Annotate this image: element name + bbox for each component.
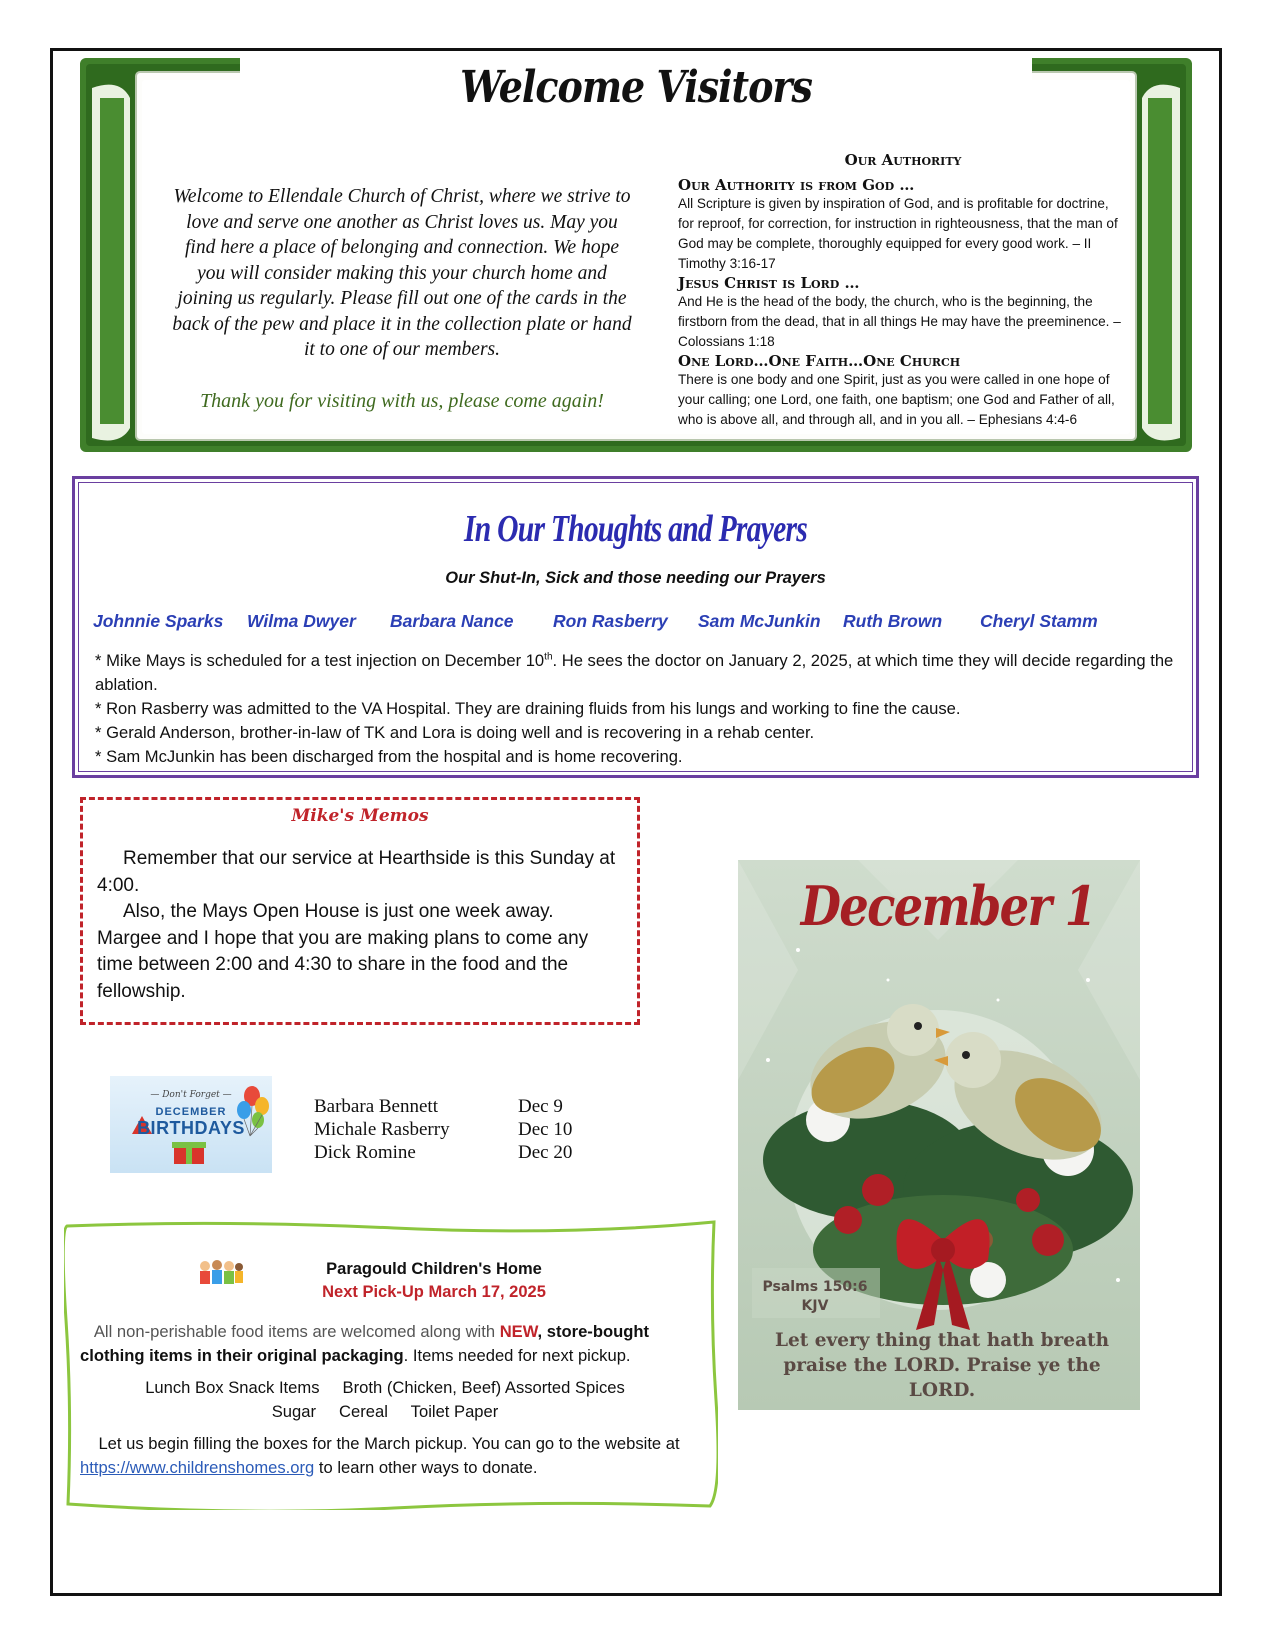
childrens-homes-link[interactable]: https://www.childrenshomes.org <box>80 1458 315 1477</box>
authority-section <box>678 150 1128 430</box>
childrens-home-text <box>80 1320 690 1480</box>
memos-text <box>97 846 621 1005</box>
welcome-banner <box>80 58 1192 476</box>
prayer-note: * Gerald Anderson, brother-in-law of TK and Lora is doing well and is recovering in a rehab center. <box>95 723 815 742</box>
welcome-title: Welcome Visitors <box>460 60 812 113</box>
prayer-name: Sam McJunkin <box>698 611 821 631</box>
prayer-name: Johnnie Sparks <box>93 611 224 631</box>
welcome-message: Welcome to Ellendale Church of Christ, where we strive to love and serve one another as Christ loves us. May you find here a place of belonging and connection. We hope you will consider making this your church home and joining us regularly. Please fill out one of the cards in the back of the pew and place it in the collection plate or hand it to one of our members. <box>172 186 632 360</box>
prayer-note: * Ron Rasberry was admitted to the VA Hospital. They are draining fluids from his lungs and working to fine the cause. <box>95 699 961 718</box>
unity-text: There is one body and one Spirit, just as you were called in one hope of your calling; one Lord, one faith, one baptism; one God and Father of all, who is above all, and through all, and in you all. – Ephesians 4:4-6 <box>678 372 1115 427</box>
unity-subheading: One Lord…One Faith…One Church <box>678 352 961 370</box>
birthday-name: Dick Romine <box>314 1142 416 1163</box>
prayer-name: Barbara Nance <box>390 611 514 631</box>
authority-subheading: Our Authority is from God … <box>678 176 915 194</box>
prayer-name: Cheryl Stamm <box>980 611 1098 631</box>
birthday-row <box>314 1118 614 1141</box>
memo-paragraph: Also, the Mays Open House is just one week away. Margee and I hope that you are making plans to come any time between 2:00 and 4:30 to share in the food and the fellowship. <box>97 901 589 1002</box>
birthday-badge-small: — Don't Forget — <box>150 1090 232 1100</box>
authority-heading: Our Authority <box>844 151 962 169</box>
memo-paragraph: Remember that our service at Hearthside is this Sunday at 4:00. <box>97 848 616 896</box>
scripture-reference: Psalms 150:6 KJV <box>762 1279 868 1314</box>
prayer-names-row <box>93 611 1183 635</box>
prayer-notes <box>95 649 1185 769</box>
birthday-name: Michale Rasberry <box>314 1119 450 1140</box>
birthday-row <box>314 1141 614 1164</box>
prayer-note: * Sam McJunkin has been discharged from the hospital and is home recovering. <box>95 747 683 766</box>
lordship-subheading: Jesus Christ is Lord … <box>678 274 860 292</box>
home-closing: Let us begin filling the boxes for the March pickup. You can go to the website at https://www.childrenshomes.org to learn other ways to donate. <box>80 1434 680 1477</box>
authority-text: All Scripture is given by inspiration of God, and is profitable for doctrine, for reproof, for correction, for instruction in righteousness, that the man of God may be complete, thoroughly equipped for every good work. – II Timothy 3:16-17 <box>678 196 1118 271</box>
birthday-date: Dec 9 <box>518 1096 563 1117</box>
pickup-date: Next Pick-Up March 17, 2025 <box>322 1283 546 1301</box>
prayer-name: Wilma Dwyer <box>247 611 356 631</box>
birthday-badge-label: BIRTHDAYS <box>137 1118 245 1138</box>
home-intro: All non-perishable food items are welcomed along with NEW, store-bought clothing items in their original packaging. Items needed for next pickup. <box>80 1322 650 1365</box>
memos-box <box>80 797 640 1025</box>
birthday-badge-month: DECEMBER <box>155 1106 227 1118</box>
prayers-title: In Our Thoughts and Prayers <box>464 508 807 550</box>
prayers-box <box>72 476 1199 778</box>
prayer-note: * Mike Mays is scheduled for a test injection on December 10th. He sees the doctor on January 2, 2025, at which time they will decide regarding the ablation. <box>95 651 1174 694</box>
birthday-list <box>314 1095 614 1164</box>
memos-title: Mike's Memos <box>291 806 429 826</box>
prayer-name: Ron Rasberry <box>553 611 668 631</box>
childrens-home-box <box>64 1220 718 1510</box>
scripture-verse: Let every thing that hath breath praise the LORD. Praise ye the LORD. <box>774 1330 1110 1401</box>
birthday-date: Dec 10 <box>518 1119 573 1140</box>
childrens-home-title: Paragould Children's Home <box>326 1260 542 1278</box>
prayers-subtitle: Our Shut-In, Sick and those needing our Prayers <box>445 569 826 587</box>
needed-items: Sugar Cereal Toilet Paper <box>271 1402 499 1421</box>
birthday-date: Dec 20 <box>518 1142 573 1163</box>
thank-you-message: Thank you for visiting with us, please come again! <box>200 390 604 412</box>
birthday-badge <box>110 1076 272 1173</box>
lordship-text: And He is the head of the body, the church, who is the beginning, the firstborn from the dead, that in all things He may have the preeminence. – Colossians 1:18 <box>678 294 1121 349</box>
december-card <box>738 860 1140 1410</box>
needed-items: Lunch Box Snack Items Broth (Chicken, Beef) Assorted Spices <box>145 1378 625 1397</box>
prayer-name: Ruth Brown <box>843 611 943 631</box>
december-card-title: December 1 <box>800 874 1096 938</box>
birthday-row <box>314 1095 614 1118</box>
birthday-name: Barbara Bennett <box>314 1096 438 1117</box>
